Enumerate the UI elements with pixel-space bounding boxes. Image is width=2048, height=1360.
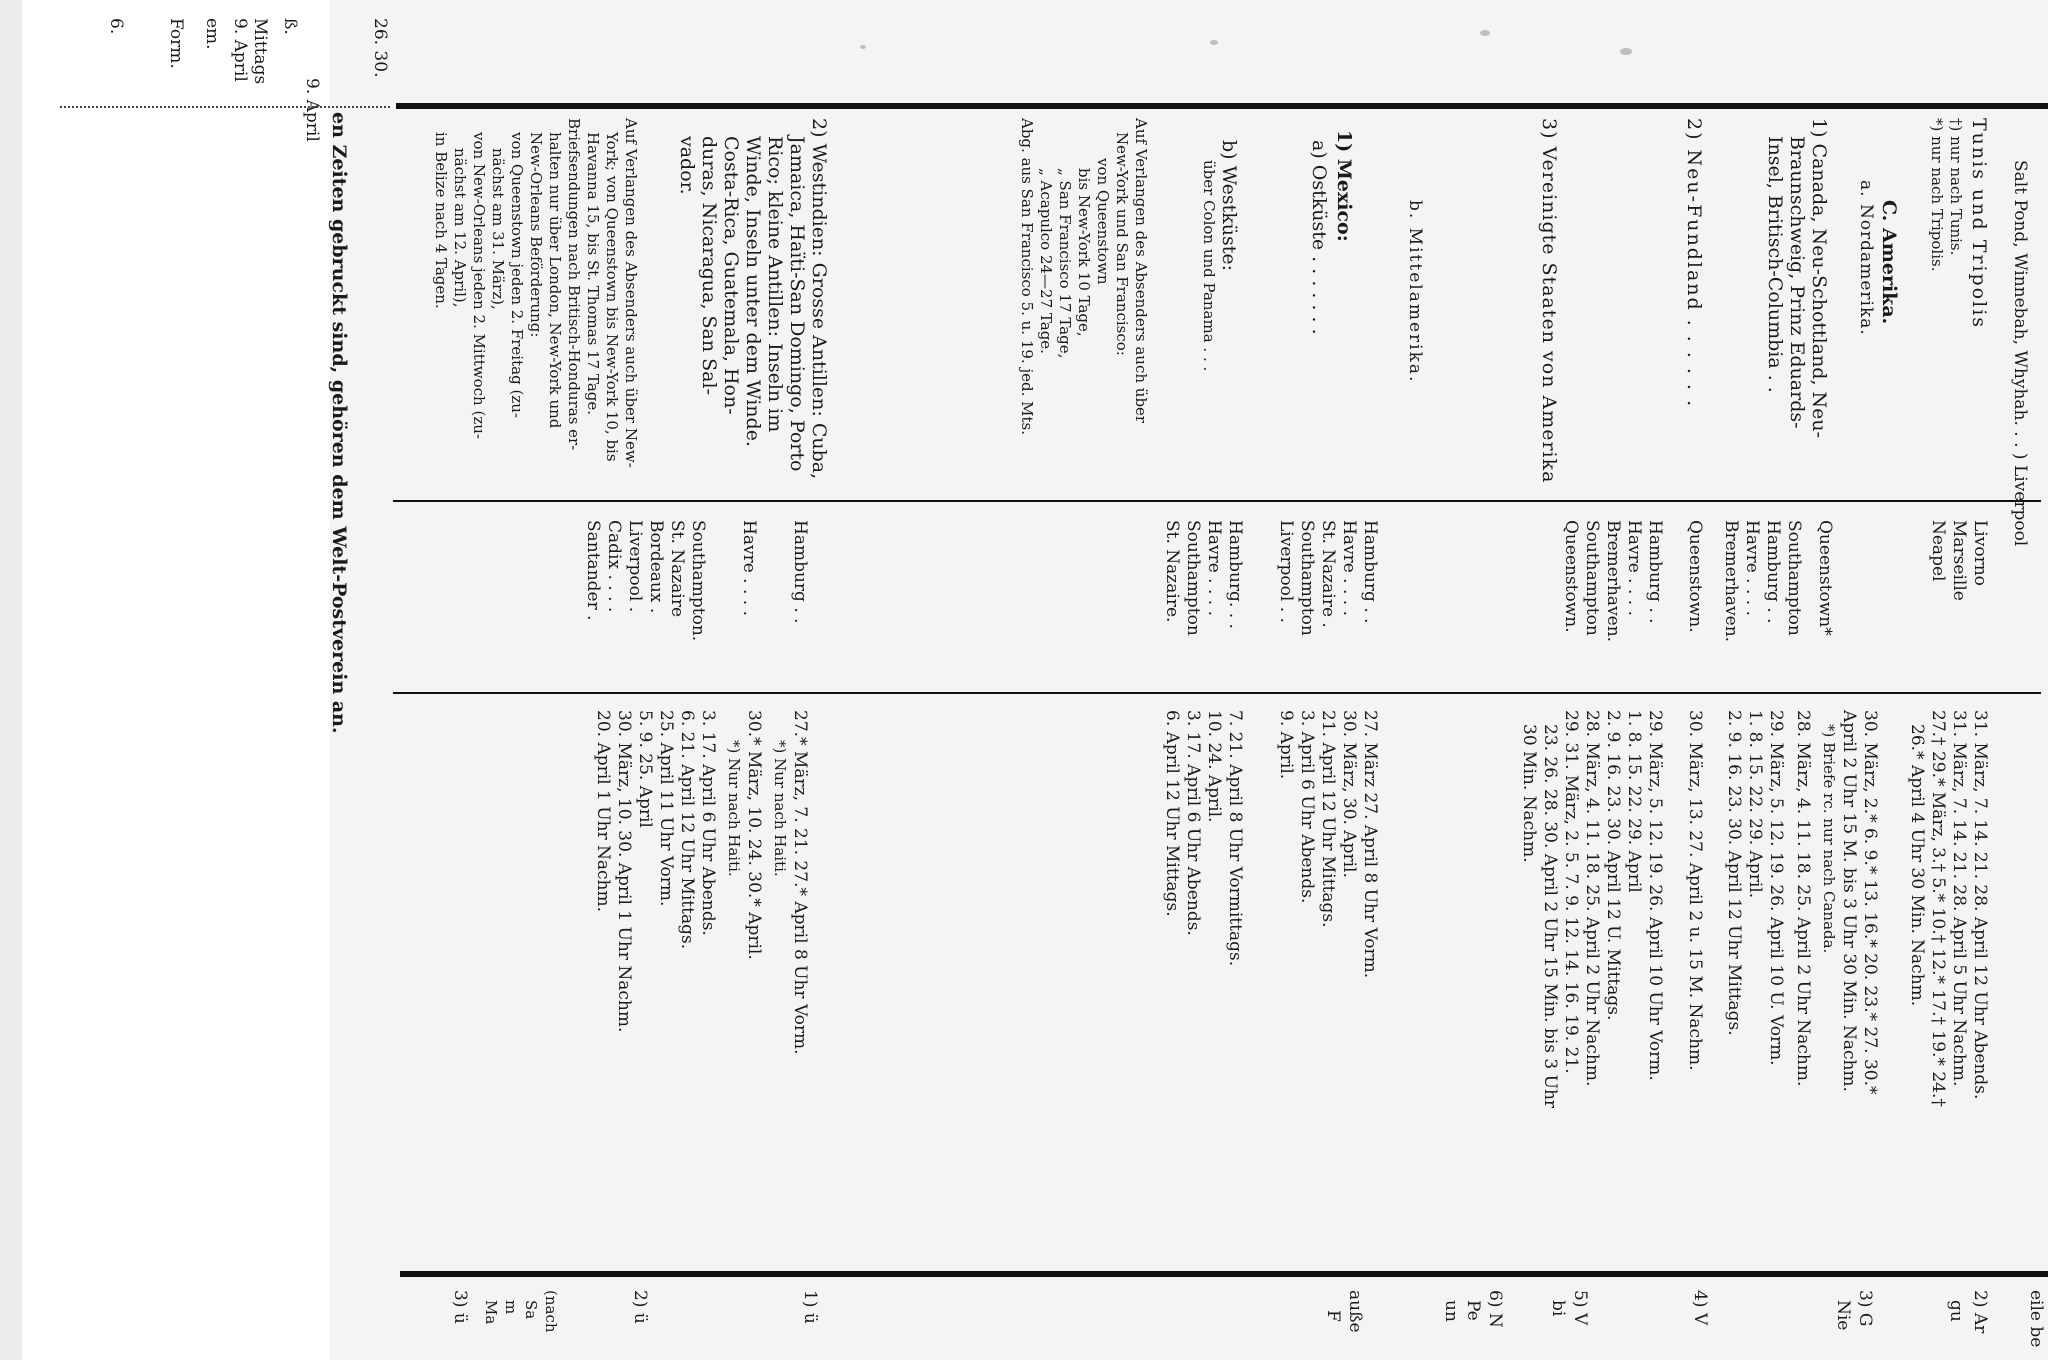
westindien-title-line: Costa-Rica, Guatemala, Hon- (720, 136, 742, 415)
date-line: 31. März, 7. 14. 21. 28. April 5 Uhr Nachm. (1949, 710, 1969, 1087)
usa-dates (1518, 710, 1665, 1108)
date-note: *) Nur nach Haiti. (725, 740, 743, 877)
right-fragment: 3) ü (450, 1290, 470, 1324)
left-fragment: Form. (166, 18, 186, 69)
date-line: 6. 21. April 12 Uhr Mittags. (677, 710, 697, 950)
right-fragment: Sa (522, 1300, 540, 1320)
tunis-dates (1906, 710, 1990, 1107)
heading-amerika: C. Amerika. (1878, 200, 1900, 325)
right-fragment: eile be (2026, 1290, 2046, 1348)
date-line: 28. März, 4. 11. 18. 25. April 2 Uhr Nachm. (1793, 710, 1813, 1087)
date-line: 21. April 12 Uhr Mittags. (1318, 710, 1338, 928)
port: Southampton (1297, 520, 1317, 636)
left-fragment: em. (202, 18, 222, 50)
date-line: 27.† 29.* März, 3.† 5.* 10.† 12.* 17.† 19.* 24.† (1928, 710, 1948, 1107)
port: Queenstown. (1561, 520, 1581, 633)
note-line: „ San Francisco 17 Tage, (1056, 168, 1074, 359)
canada-ports (1720, 520, 1835, 642)
right-fragment: 2) Ar (1970, 1290, 1990, 1334)
canada-title-line: 1) Canada, Neu-Schottland, Neu- (1808, 118, 1830, 439)
right-fragment: F (1323, 1310, 1343, 1322)
date-line: 30. März, 30. April. (1339, 710, 1359, 878)
right-fragment: 2) ü (630, 1290, 650, 1324)
section-title-neufundland: 2) Neu-Fundland . . . . . . (1683, 118, 1705, 409)
bottom-rule (400, 1271, 2048, 1277)
port: Hamburg . . (1645, 520, 1665, 624)
right-fragment: auße (1345, 1290, 1365, 1333)
date-line: 10. 24. April. (1204, 710, 1224, 823)
port: Cadix . . . . (604, 520, 624, 613)
note-line: Havanna 15, bis St. Thomas 17 Tage. (584, 132, 602, 416)
note-line: von Queenstown jeden 2. Freitag (zu- (508, 132, 526, 418)
date-line: 2. 9. 16. 23. 30. April 12 Uhr Mittags. (1724, 710, 1744, 1036)
date-note: *) Nur nach Haiti. (771, 740, 789, 877)
westindien-title-line: Winde, Inseln unter dem Winde. (742, 136, 764, 447)
right-fragment: 4) V (1690, 1290, 1710, 1326)
date-line: 3. April 6 Uhr Abends. (1297, 710, 1317, 904)
section-title-westindien (676, 118, 830, 479)
left-fragment: Mittags (250, 18, 270, 85)
note-line: Auf Verlangen des Absenders auch über New- (622, 118, 640, 468)
right-fragment: 6) N (1485, 1290, 1505, 1328)
mexico-westkueste-sub: über Colon und Panama . . . (1200, 160, 1218, 372)
scan-noise (1620, 48, 1632, 55)
date-note: *) Briefe rc. nur nach Canada. (1820, 724, 1838, 954)
date-line: 3. 17. April 6 Uhr Abends. (1183, 710, 1203, 936)
right-fragment: Ma (482, 1300, 500, 1325)
date-line: 30 Min. Nachm. (1519, 724, 1539, 863)
westindien-title-line: vador. (676, 136, 698, 195)
port: Liverpool . (625, 520, 645, 613)
westindien-dates (592, 710, 810, 1055)
date-line: April 2 Uhr 15 M. bis 3 Uhr 30 Min. Nachm. (1839, 710, 1859, 1092)
note-line: nächst am 31. März), (489, 148, 507, 310)
top-partial: Salt Pond, Winnebah, Whyhah. . . ) Liverpool (2010, 160, 2030, 547)
date-line: 27. März 27. April 8 Uhr Vorm. (1360, 710, 1380, 979)
left-fragment: 6. (106, 18, 126, 35)
port: Hamburg . . (1763, 520, 1783, 624)
right-fragment: m (502, 1300, 520, 1315)
date-line: 26.* April 4 Uhr 30 Min. Nachm. (1907, 724, 1927, 1007)
left-fragment: ß. (280, 18, 300, 35)
note-line: Briefsendungen nach Britisch-Honduras er- (565, 118, 583, 451)
note-line: von Queenstown (1094, 158, 1112, 285)
canada-title-line: Braunschweig, Prinz Eduards- (1786, 136, 1808, 429)
port: Bordeaux . (646, 520, 666, 614)
port: Southampton. (688, 520, 708, 642)
note-line: von New-Orleans jeden 2. Mittwoch (zu- (470, 132, 488, 439)
note-line: New-Orleans Beförderung: (527, 132, 545, 338)
mexico-ports-a (1275, 520, 1380, 636)
right-fragment: Pe (1463, 1300, 1483, 1321)
port: Queenstown* (1815, 520, 1835, 636)
date-line: 9. April. (1276, 710, 1296, 780)
canada-title-line: Insel, Britisch-Columbia . . (1764, 136, 1786, 393)
mexico-dates-a (1275, 710, 1380, 978)
right-fragment: Nie (1833, 1300, 1853, 1331)
scan-noise (1480, 30, 1490, 36)
right-fragment: gu (1946, 1300, 1966, 1322)
mexico-westkueste: b) Westküste: (1218, 140, 1240, 272)
heading-nordamerika: a. Nordamerika. (1856, 180, 1876, 336)
port: Liverpool . . (1276, 520, 1296, 623)
footer-note: en Zeiten gebruckt sind, gehören dem Welt-Postverein an. (328, 112, 350, 734)
note-line: nächst am 12. April), (451, 148, 469, 308)
port: Bremerhaven. (1721, 520, 1741, 643)
date-line: 1. 8. 15. 22. 29. April (1624, 710, 1644, 893)
mexico-ostkueste: a) Ostküste . . . . . . . (1308, 140, 1330, 335)
tunis-notes (1927, 118, 1965, 271)
port: Livorno (1970, 520, 1990, 586)
westindien-title-line: Rico; kleine Antillen: Inseln im (764, 136, 786, 433)
port: Southampton (1183, 520, 1203, 636)
port: Marseille (1949, 520, 1969, 601)
left-fragment: 9. April (230, 18, 250, 82)
port: Bremerhaven. (1603, 520, 1623, 643)
note-line: in Belize nach 4 Tagen. (432, 132, 450, 309)
port: St. Nazaire (667, 520, 687, 618)
date-line: 1. 8. 15. 22. 29. April. (1745, 710, 1765, 899)
date-line: 30. März, 2.* 6. 9.* 13. 16.* 20. 23.* 27. 30.* (1860, 710, 1880, 1095)
date-line: 29. März, 5. 12. 19. 26. April 10 Uhr Vorm. (1645, 710, 1665, 1081)
port: Southampton (1582, 520, 1602, 636)
column-rule-dates (393, 692, 2041, 694)
section-title-usa: 3) Vereinigte Staaten von Amerika (1538, 118, 1560, 484)
tunis-note: †) nur nach Tunis. (1947, 118, 1965, 256)
heading-mittelamerika: b. Mittelamerika. (1405, 200, 1425, 384)
dotted-rule (60, 106, 390, 108)
scan-noise (860, 45, 866, 49)
note-line: bis New-York 10 Tage, (1075, 168, 1093, 337)
note-line: Abg. aus San Francisco 5. u. 19. jed. Mts. (1018, 118, 1036, 435)
note-line: Auf Verlangen des Absenders auch über (1132, 118, 1150, 424)
port: St. Nazaire . (1318, 520, 1338, 628)
tunis-note: *) nur nach Tripolis. (1928, 118, 1946, 272)
usa-ports (1560, 520, 1665, 642)
port: Queenstown. (1685, 520, 1705, 633)
date-line: 3. 17. April 6 Uhr Abends. (698, 710, 718, 936)
page-margin-left (0, 0, 330, 1360)
date-line: 31. März, 7. 14. 21. 28. April 12 Uhr Abends. (1970, 710, 1990, 1100)
date-line: 2. 9. 16. 23. 30. April 12 U. Mittags. (1603, 710, 1623, 1021)
port: Southampton (1784, 520, 1804, 636)
date-line: 30.* März, 10. 24. 30.* April. (744, 710, 764, 960)
mexico-request-note (1017, 118, 1150, 435)
port: Hamburg. . . (1225, 520, 1245, 629)
note-line: halten nur über London, New-York und (546, 132, 564, 429)
date-line: 20. April 1 Uhr Nachm. (593, 710, 613, 913)
port: Santander . (583, 520, 603, 621)
westindien-title-line: duras, Nicaragua, San Sal- (698, 136, 720, 395)
scan-noise (1210, 40, 1218, 45)
right-fragment: 5) V (1570, 1290, 1590, 1326)
section-title-canada (1764, 118, 1830, 438)
westindien-request-note (431, 118, 640, 468)
date-line: 25. April 11 Uhr Vorm. (656, 710, 676, 907)
date-line: 28. März, 4. 11. 18. 25. April 2 Uhr Nachm. (1582, 710, 1602, 1087)
column-rule-ports (393, 500, 2041, 502)
date-line: 23. 26. 28. 30. April 2 Uhr 15 Min. bis 3 Uhr (1540, 724, 1560, 1109)
date-line: 5. 9. 25. April (635, 710, 655, 828)
port: Havre . . . . (1339, 520, 1359, 616)
right-fragment: un (1441, 1300, 1461, 1322)
westindien-title-line: Jamaica, Haïti-San Domingo, Porto (786, 136, 808, 472)
port: Neapel (1928, 520, 1948, 582)
section-title-mexico: 1) Mexico: (1333, 130, 1355, 242)
note-line: York; von Queenstown bis New-York 10, bis (603, 132, 621, 462)
left-fragment: 9. April (302, 78, 322, 142)
port: St. Nazaire. (1162, 520, 1182, 623)
section-title-tunis: Tunis und Tripolis (1968, 118, 1990, 330)
date-line: 29. 31. März, 2. 5. 7. 9. 12. 14. 16. 19. 21. (1561, 710, 1581, 1074)
right-fragment: bi (1548, 1300, 1568, 1317)
port: Havre . . . . (739, 520, 759, 616)
westindien-title-line: 2) Westindien: Grosse Antillen: Cuba, (808, 118, 830, 480)
port: Havre . . . . (1742, 520, 1762, 616)
port: Hamburg . . (790, 520, 810, 624)
date-line: 30. März, 10. 30. April 1 Uhr Nachm. (614, 710, 634, 1033)
right-fragment: (nach (542, 1290, 560, 1333)
westindien-ports (582, 520, 810, 641)
canada-dates (1723, 710, 1880, 1094)
port: Hamburg . . (1360, 520, 1380, 624)
note-line: New-York und San Francisco: (1113, 132, 1131, 356)
top-rule (396, 103, 2048, 109)
mexico-dates-b (1161, 710, 1245, 966)
port: Havre . . . . (1624, 520, 1644, 616)
date-line: 27.* März, 7. 21. 27.* April 8 Uhr Vorm. (790, 710, 810, 1055)
date-line: 30. März, 13. 27. April 2 u. 15 M. Nachm. (1685, 710, 1705, 1071)
date-line: 29. März, 5. 12. 19. 26. April 10 U. Vorm. (1766, 710, 1786, 1066)
date-line: 6. April 12 Uhr Mittags. (1162, 710, 1182, 917)
right-fragment: 1) ü (800, 1290, 820, 1324)
scan-edge-strip (0, 0, 22, 1360)
right-fragment: 3) G (1855, 1290, 1875, 1327)
tunis-ports (1927, 520, 1990, 601)
date-line: 7. 21. April 8 Uhr Vormittags. (1225, 710, 1245, 967)
port: Havre . . . . (1204, 520, 1224, 616)
left-fragment: 26. 30. (370, 18, 390, 78)
mexico-ports-b (1161, 520, 1245, 636)
note-line: „ Acapulco 24—27 Tage. (1037, 168, 1055, 354)
